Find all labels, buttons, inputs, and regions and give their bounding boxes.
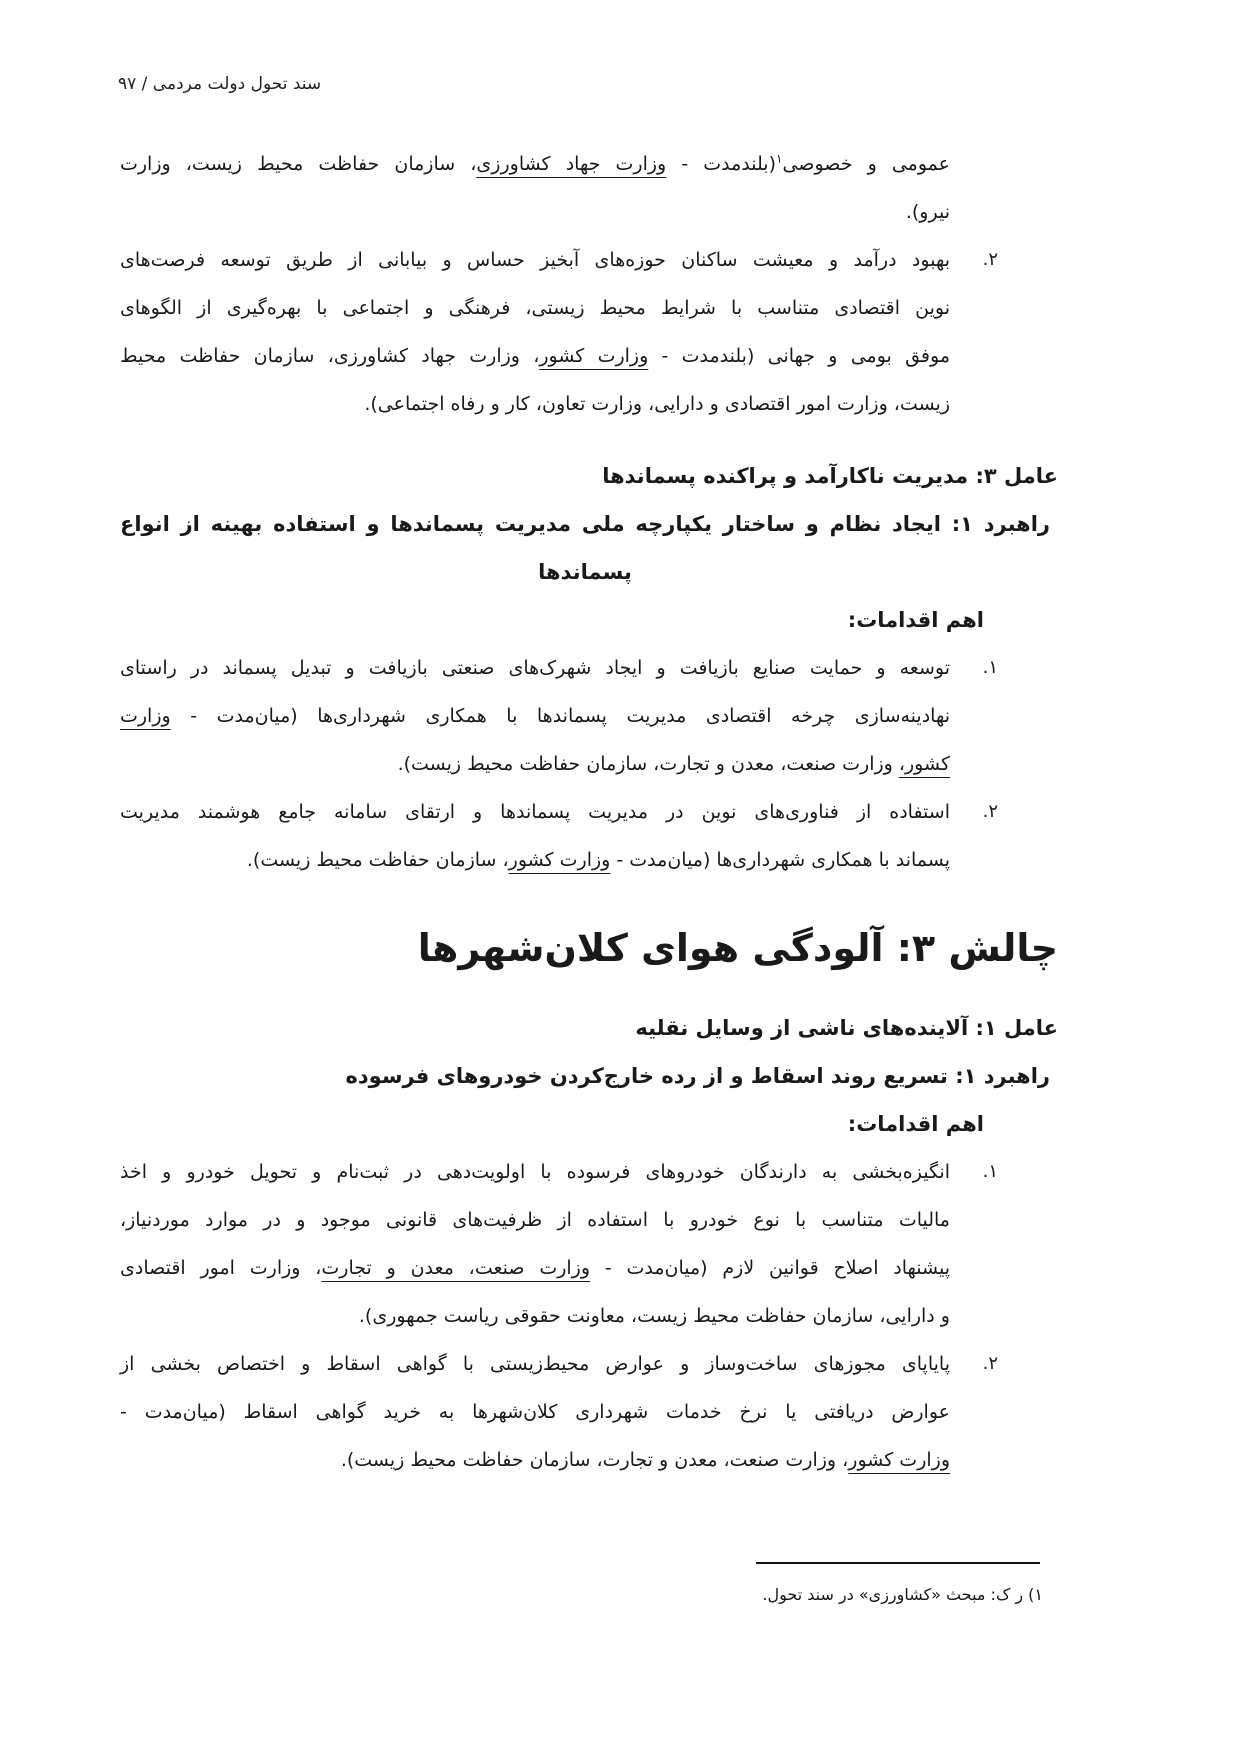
text-run: ، وزارت امور اقتصادی xyxy=(120,1257,322,1279)
text-line xyxy=(120,836,950,884)
text-run: پیشنهاد اصلاح قوانین لازم (میان‌مدت - xyxy=(590,1257,950,1279)
text-run: ، وزارت جهاد کشاورزی، سازمان حفاظت محیط xyxy=(120,345,540,367)
text-run: ، سازمان حفاظت محیط زیست، وزارت xyxy=(120,153,477,175)
text-line xyxy=(120,380,950,428)
underlined-ministry-name: کشور، xyxy=(898,753,950,775)
text-run: وزارت صنعت، معدن و تجارت، سازمان حفاظت محیط زیست). xyxy=(397,753,899,775)
underlined-ministry-name: وزارت جهاد کشاورزی xyxy=(476,153,667,175)
text-line xyxy=(120,1100,984,1148)
text-run: ، وزارت صنعت، معدن و تجارت، سازمان حفاظت محیط زیست). xyxy=(340,1449,849,1471)
text-run: نهادینه‌سازی چرخه اقتصادی مدیریت پسماندها با همکاری شهرداری‌ها (میان‌مدت - xyxy=(170,705,950,727)
text-line xyxy=(120,1244,950,1292)
action-item xyxy=(120,1148,998,1340)
actions-label xyxy=(120,596,984,644)
text-line xyxy=(120,452,1058,500)
text-run: عوارض دریافتی یا نرخ خدمات شهرداری کلان‌شهرها به خرید گواهی اسقاط (میان‌مدت - xyxy=(120,1401,950,1423)
body-column xyxy=(120,140,1058,1484)
text-run: اهم اقدامات: xyxy=(847,608,984,632)
text-line xyxy=(120,596,984,644)
text-run: بهبود درآمد و معیشت ساکنان حوزه‌های آبخیز حساس و بیابانی از طریق توسعه فرصت‌های xyxy=(120,249,950,271)
text-line xyxy=(120,788,950,836)
text-run: چالش ۳: آلودگی هوای کلان‌شهرها xyxy=(417,926,1058,970)
text-run: پسماندها xyxy=(538,560,632,584)
text-run: عمومی و خصوصی xyxy=(782,153,950,175)
text-run: پسماند با همکاری شهرداری‌ها (میان‌مدت - xyxy=(610,849,950,871)
text-line xyxy=(120,500,1050,548)
list-number: ۲. xyxy=(982,801,998,822)
underlined-ministry-name: وزارت کشور xyxy=(508,849,611,871)
text-line xyxy=(120,332,950,380)
strategy-heading-waste xyxy=(120,500,1050,596)
text-line xyxy=(120,1052,1050,1100)
challenge-heading-air-pollution xyxy=(120,916,1058,980)
text-line xyxy=(120,236,950,284)
text-line xyxy=(120,1196,950,1244)
list-number: ۱. xyxy=(982,1161,998,1182)
text-line xyxy=(120,188,950,236)
text-run: ، سازمان حفاظت محیط زیست). xyxy=(246,849,509,871)
text-line xyxy=(120,644,950,692)
text-line xyxy=(120,1292,950,1340)
text-run: راهبرد ۱: ایجاد نظام و ساختار یکپارچه ملی مدیریت پسماندها و استفاده بهینه از انواع xyxy=(120,512,1050,536)
list-number: ۱. xyxy=(982,657,998,678)
text-run: عامل ۱: آلاینده‌های ناشی از وسایل نقلیه xyxy=(635,1016,1058,1040)
text-run: مالیات متناسب با نوع خودرو با استفاده از ظرفیت‌های قانونی موجود و در موارد موردنیاز، xyxy=(120,1209,950,1231)
actions-label xyxy=(120,1100,984,1148)
list-number: ۲. xyxy=(982,1353,998,1374)
text-run: (بلندمدت - xyxy=(666,153,777,175)
text-line xyxy=(120,548,1050,596)
footnote: ۱) ر ک: مبحث «کشاورزی» در سند تحول. xyxy=(762,1585,1043,1604)
underlined-ministry-name: وزارت xyxy=(120,705,171,727)
text-line xyxy=(120,1148,950,1196)
text-run: استفاده از فناوری‌های نوین در مدیریت پسماندها و ارتقای سامانه جامع هوشمند مدیریت xyxy=(120,801,950,823)
running-head: سند تحول دولت مردمی / ۹۷ xyxy=(118,74,322,94)
text-line xyxy=(120,140,950,188)
text-run: پایاپای مجوزهای ساخت‌وساز و عوارض محیط‌زیستی با گواهی اسقاط و اختصاص بخشی از xyxy=(120,1353,950,1375)
text-line xyxy=(120,1436,950,1484)
text-line xyxy=(120,1004,1058,1052)
text-line xyxy=(120,692,950,740)
strategy-heading-scrappage xyxy=(120,1052,1050,1100)
underlined-ministry-name: وزارت کشور xyxy=(848,1449,950,1471)
underlined-ministry-name: وزارت کشور xyxy=(539,345,649,367)
action-item xyxy=(120,788,998,884)
underlined-ministry-name: وزارت صنعت، معدن و تجارت xyxy=(321,1257,591,1279)
text-run: زیست، وزارت امور اقتصادی و دارایی، وزارت تعاون، کار و رفاه اجتماعی). xyxy=(364,393,950,415)
action-item xyxy=(120,644,998,788)
text-run: انگیزه‌بخشی به دارندگان خودروهای فرسوده با اولویت‌دهی در ثبت‌نام و تحویل خودرو و اخذ xyxy=(120,1161,950,1183)
text-run: عامل ۳: مدیریت ناکارآمد و پراکنده پسماندها xyxy=(602,464,1058,488)
footnote-separator-rule xyxy=(756,1562,1040,1564)
text-run: راهبرد ۱: تسریع روند اسقاط و از رده خارج‌کردن خودروهای فرسوده xyxy=(345,1064,1050,1088)
footnote-reference-mark: ۱ xyxy=(776,151,783,166)
text-run: توسعه و حمایت صنایع بازیافت و ایجاد شهرک‌های صنعتی بازیافت و تبدیل پسماند در راستای xyxy=(120,657,950,679)
action-item xyxy=(120,236,998,428)
text-run: اهم اقدامات: xyxy=(847,1112,984,1136)
text-run: نوین اقتصادی متناسب با شرایط محیط زیستی، فرهنگی و اجتماعی با بهره‌گیری از الگوهای xyxy=(120,297,950,319)
text-line xyxy=(120,1388,950,1436)
action-item xyxy=(120,1340,998,1484)
factor-heading-waste xyxy=(120,452,1058,500)
text-line xyxy=(120,1340,950,1388)
continued-paragraph xyxy=(120,140,950,236)
text-run: نیرو). xyxy=(905,201,950,223)
text-line xyxy=(120,916,1058,980)
list-number: ۲. xyxy=(982,249,998,270)
text-run: و دارایی، سازمان حفاظت محیط زیست، معاونت حقوقی ریاست جمهوری). xyxy=(358,1305,950,1327)
text-line xyxy=(120,284,950,332)
text-run: موفق بومی و جهانی (بلندمدت - xyxy=(648,345,951,367)
factor-heading-vehicles xyxy=(120,1004,1058,1052)
text-line xyxy=(120,740,950,788)
